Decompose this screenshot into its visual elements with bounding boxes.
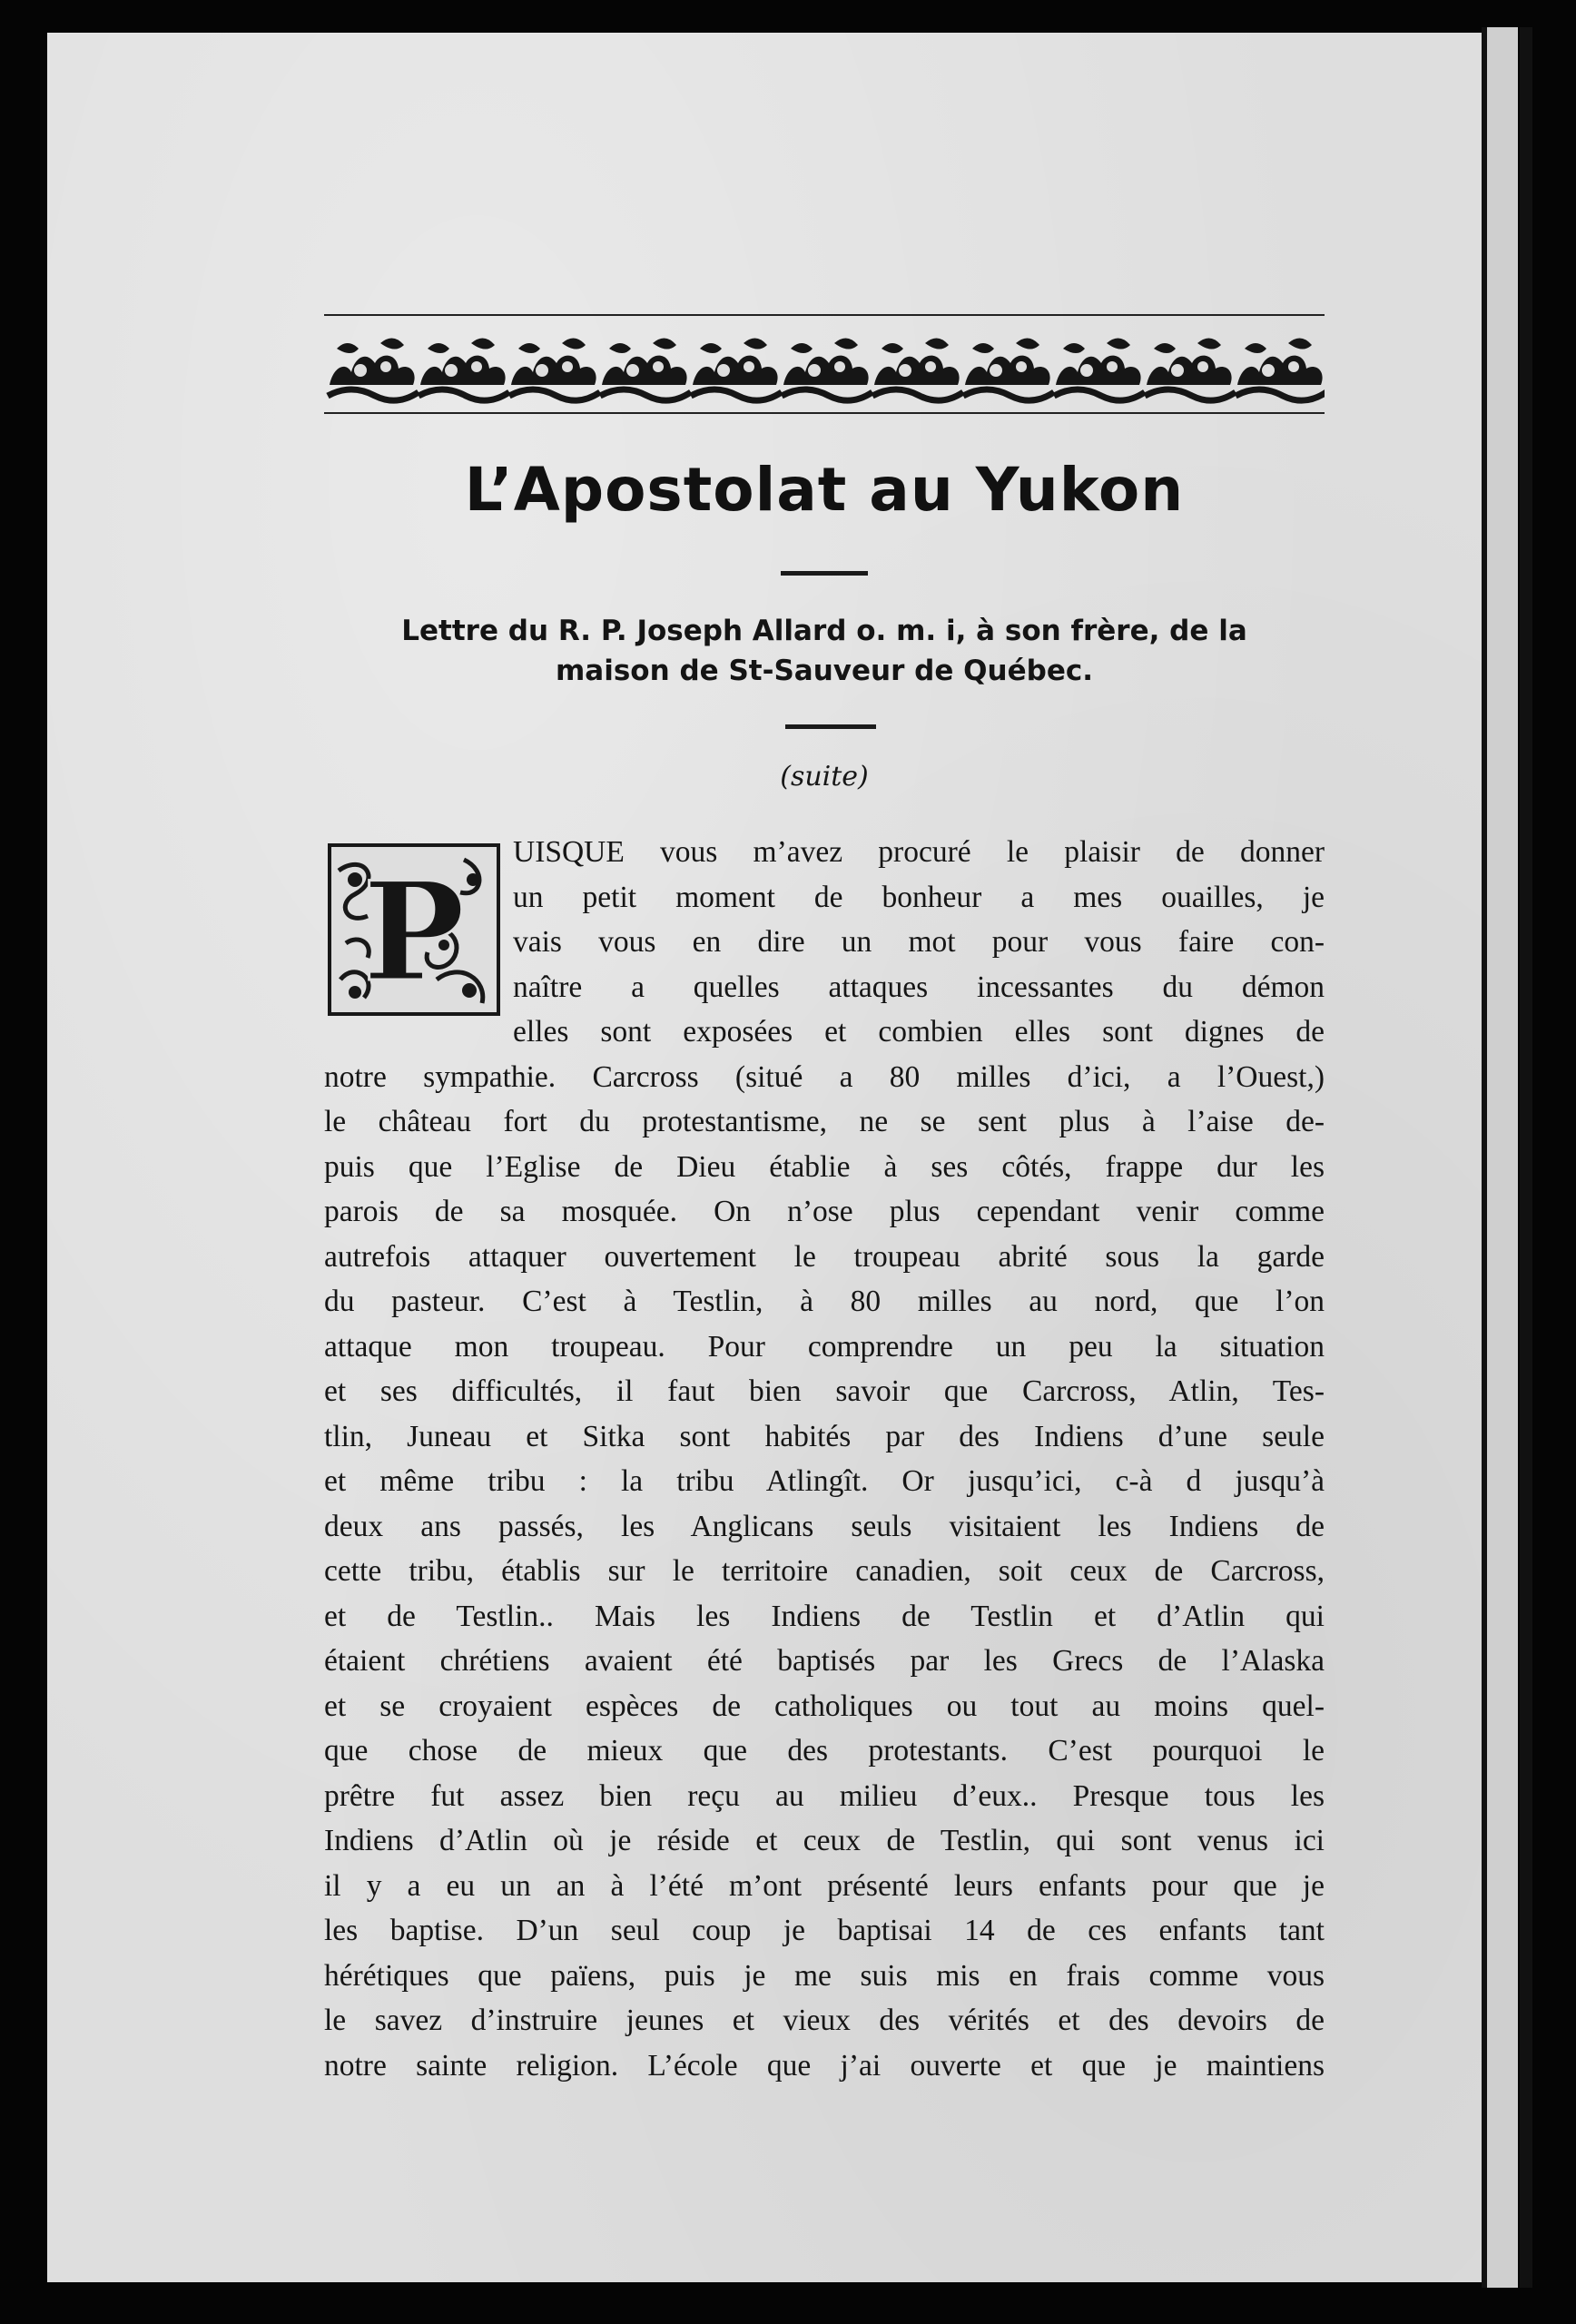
body-line: parois de sa mosquée. On n’ose plus cependant venir comme bbox=[324, 1195, 1325, 1228]
drop-cap-letter: P bbox=[362, 852, 466, 1012]
body-line: et se croyaient espèces de catholiques ou tout au moins quel- bbox=[324, 1689, 1325, 1723]
body-line: tlin, Juneau et Sitka sont habités par des Indiens d’une seule bbox=[324, 1420, 1325, 1453]
body-line: elles sont exposées et combien elles sont dignes de bbox=[513, 1015, 1325, 1049]
body-line: hérétiques que païens, puis je me suis mis en frais comme vous bbox=[324, 1959, 1325, 1993]
article-subtitle bbox=[324, 611, 1325, 691]
body-line: il y a eu un an à l’été m’ont présenté leurs enfants pour que je bbox=[324, 1869, 1325, 1903]
body-line: UISQUE vous m’avez procuré le plaisir de donner bbox=[513, 835, 1325, 869]
body-line: les baptise. D’un seul coup je baptisai 14 de ces enfants tant bbox=[324, 1914, 1325, 1947]
body-line: notre sympathie. Carcross (situé a 80 milles d’ici, a l’Ouest,) bbox=[324, 1060, 1325, 1094]
adjacent-page-edge bbox=[1482, 27, 1518, 2288]
body-line: vais vous en dire un mot pour vous faire con- bbox=[513, 925, 1325, 959]
body-line: autrefois attaquer ouvertement le troupeau abrité sous la garde bbox=[324, 1240, 1325, 1274]
scan-border bbox=[1520, 27, 1532, 2288]
body-line: et même tribu : la tribu Atlingît. Or jusqu’ici, c-à d jusqu’à bbox=[324, 1464, 1325, 1498]
body-line: le château fort du protestantisme, ne se sent plus à l’aise de- bbox=[324, 1105, 1325, 1138]
floral-ornament-band bbox=[324, 330, 1325, 407]
body-line: du pasteur. C’est à Testlin, à 80 milles au nord, que l’on bbox=[324, 1285, 1325, 1318]
subtitle-divider bbox=[785, 724, 876, 729]
body-line: que chose de mieux que des protestants. C’est pourquoi le bbox=[324, 1734, 1325, 1768]
body-line: notre sainte religion. L’école que j’ai ouverte et que je maintiens bbox=[324, 2049, 1325, 2083]
body-line: étaient chrétiens avaient été baptisés par les Grecs de l’Alaska bbox=[324, 1644, 1325, 1678]
subtitle-line: maison de St-Sauveur de Québec. bbox=[556, 655, 1093, 687]
body-line: deux ans passés, les Anglicans seuls visitaient les Indiens de bbox=[324, 1510, 1325, 1543]
body-line: cette tribu, établis sur le territoire canadien, soit ceux de Carcross, bbox=[324, 1554, 1325, 1588]
ornament-bottom-rule bbox=[324, 412, 1325, 414]
title-divider bbox=[781, 571, 868, 576]
body-line: attaque mon troupeau. Pour comprendre un peu la situation bbox=[324, 1330, 1325, 1364]
continuation-note: (suite) bbox=[780, 761, 869, 793]
body-line: naître a quelles attaques incessantes du démon bbox=[513, 970, 1325, 1004]
article-title: L’Apostolat au Yukon bbox=[464, 455, 1185, 525]
body-line: prêtre fut assez bien reçu au milieu d’eux.. Presque tous les bbox=[324, 1779, 1325, 1813]
top-rule bbox=[324, 314, 1325, 316]
body-line: le savez d’instruire jeunes et vieux des vérités et des devoirs de bbox=[324, 2004, 1325, 2037]
body-line: et de Testlin.. Mais les Indiens de Testlin et d’Atlin qui bbox=[324, 1600, 1325, 1633]
body-line: Indiens d’Atlin où je réside et ceux de Testlin, qui sont venus ici bbox=[324, 1824, 1325, 1857]
decorated-initial bbox=[328, 843, 500, 1016]
book-page bbox=[47, 33, 1482, 2282]
subtitle-line: Lettre du R. P. Joseph Allard o. m. i, à son frère, de la bbox=[401, 615, 1247, 647]
body-line: et ses difficultés, il faut bien savoir que Carcross, Atlin, Tes- bbox=[324, 1374, 1325, 1408]
body-line: puis que l’Eglise de Dieu établie à ses côtés, frappe dur les bbox=[324, 1150, 1325, 1184]
body-line: un petit moment de bonheur a mes ouailles, je bbox=[513, 881, 1325, 914]
